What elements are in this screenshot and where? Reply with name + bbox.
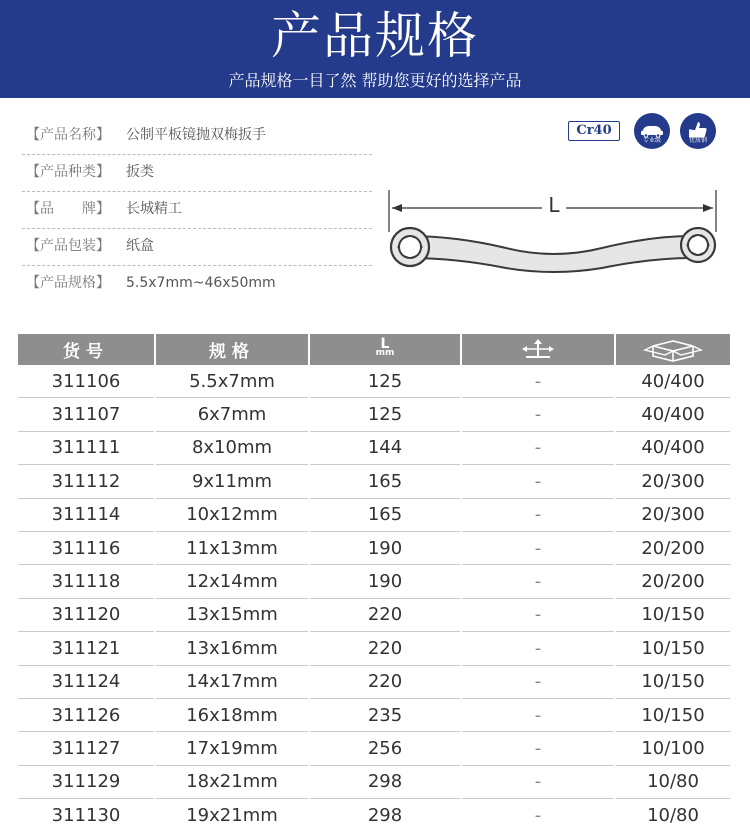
cell-spec: 13x16mm (156, 632, 308, 665)
product-info (22, 118, 372, 303)
table-row (18, 666, 730, 699)
cell-length: 220 (310, 599, 460, 632)
info-value: 纸盒 (126, 238, 154, 254)
cell-item-no: 311111 (18, 432, 154, 465)
cell-torque: - (462, 699, 614, 732)
cell-length: 165 (310, 499, 460, 532)
cell-package: 10/150 (616, 632, 730, 665)
cell-spec: 9x11mm (156, 465, 308, 498)
info-value: 公制平板镜抛双梅扳手 (126, 127, 266, 143)
info-value: 扳类 (126, 164, 154, 180)
info-row-name (22, 118, 372, 155)
cell-length: 235 (310, 699, 460, 732)
col-header-package (616, 334, 730, 365)
cell-item-no: 311116 (18, 532, 154, 565)
cell-spec: 17x19mm (156, 732, 308, 765)
cell-length: 125 (310, 365, 460, 398)
cell-item-no: 311112 (18, 465, 154, 498)
cell-spec: 18x21mm (156, 766, 308, 799)
cell-spec: 14x17mm (156, 666, 308, 699)
info-label: 【产品包装】 (26, 238, 110, 254)
cell-length: 125 (310, 398, 460, 431)
cell-item-no: 311126 (18, 699, 154, 732)
cell-package: 10/100 (616, 732, 730, 765)
cell-item-no: 311106 (18, 365, 154, 398)
cell-spec: 10x12mm (156, 499, 308, 532)
cell-spec: 8x10mm (156, 432, 308, 465)
cell-item-no: 311107 (18, 398, 154, 431)
cell-package: 10/80 (616, 766, 730, 799)
info-value: 长城精工 (126, 201, 182, 217)
cell-torque: - (462, 766, 614, 799)
cell-torque: - (462, 432, 614, 465)
cell-package: 20/300 (616, 499, 730, 532)
cell-package: 20/200 (616, 532, 730, 565)
cell-package: 40/400 (616, 398, 730, 431)
cell-item-no: 311114 (18, 499, 154, 532)
info-row-type (22, 155, 372, 192)
cell-length: 190 (310, 565, 460, 598)
table-row (18, 799, 730, 832)
info-row-brand (22, 192, 372, 229)
table-row (18, 632, 730, 665)
cell-item-no: 311130 (51, 805, 121, 827)
col-header-item-no: 货号 (18, 334, 154, 365)
length-letter: L (380, 335, 390, 352)
cell-torque: - (462, 666, 614, 699)
cell-package: 10/80 (647, 805, 699, 827)
header-banner (0, 0, 750, 98)
page-title: 产品规格 (271, 7, 479, 65)
table-row (18, 532, 730, 565)
cell-spec: 6x7mm (156, 398, 308, 431)
info-label: 【产品种类】 (26, 164, 110, 180)
badge-caption: 优质钢 (688, 137, 707, 144)
cell-torque: - (462, 365, 614, 398)
page-subtitle: 产品规格一目了然 帮助您更好的选择产品 (228, 71, 522, 90)
info-value: 5.5x7mm~46x50mm (126, 275, 276, 291)
cell-item-no: 311120 (18, 599, 154, 632)
info-label: 【品 牌】 (26, 201, 110, 217)
cell-length: 190 (310, 532, 460, 565)
cell-torque: - (462, 499, 614, 532)
info-label: 【产品名称】 (26, 127, 110, 143)
cell-spec: 5.5x7mm (156, 365, 308, 398)
table-row (18, 599, 730, 632)
cell-package: 10/150 (616, 666, 730, 699)
cell-length: 256 (310, 732, 460, 765)
cell-item-no: 311129 (18, 766, 154, 799)
cell-torque: - (462, 465, 614, 498)
torque-icon (518, 337, 558, 363)
table-row (18, 732, 730, 765)
cell-spec: 12x14mm (156, 565, 308, 598)
table-header-row (18, 334, 730, 365)
col-header-torque (462, 334, 614, 365)
cell-length: 144 (310, 432, 460, 465)
cell-torque: - (462, 565, 614, 598)
box-icon (641, 337, 705, 363)
cell-spec: 11x13mm (156, 532, 308, 565)
table-row (18, 432, 730, 465)
info-row-spec (22, 266, 372, 303)
cell-spec: 16x18mm (156, 699, 308, 732)
cell-length: 298 (367, 805, 403, 827)
cell-package: 40/400 (616, 432, 730, 465)
cell-package: 10/150 (616, 699, 730, 732)
table-row (18, 398, 730, 431)
cell-torque: - (462, 632, 614, 665)
cell-torque: - (462, 398, 614, 431)
pro-grade-badge (634, 113, 670, 149)
table-row (18, 699, 730, 732)
col-header-length (310, 334, 460, 365)
cell-torque: - (462, 532, 614, 565)
cell-package: 20/200 (616, 565, 730, 598)
badge-caption: 专业级 (642, 137, 661, 144)
cell-item-no: 311118 (18, 565, 154, 598)
cell-torque: - (462, 732, 614, 765)
info-label: 【产品规格】 (26, 275, 110, 291)
wrench-diagram (386, 176, 724, 280)
cell-length: 220 (310, 666, 460, 699)
table-row (18, 766, 730, 799)
cell-length: 165 (310, 465, 460, 498)
table-row (18, 365, 730, 398)
table-row (18, 499, 730, 532)
cell-package: 40/400 (616, 365, 730, 398)
quality-steel-badge (680, 113, 716, 149)
cell-torque: - (534, 805, 542, 827)
table-row (18, 565, 730, 598)
info-row-package (22, 229, 372, 266)
cell-spec: 13x15mm (156, 599, 308, 632)
cell-package: 10/150 (616, 599, 730, 632)
length-unit: mm (375, 347, 395, 358)
cell-item-no: 311124 (18, 666, 154, 699)
dimension-label: L (548, 193, 560, 217)
cell-torque: - (462, 599, 614, 632)
cr40-badge: Cr40 (568, 121, 620, 141)
spec-table (18, 334, 730, 832)
cell-item-no: 311127 (18, 732, 154, 765)
cell-package: 20/300 (616, 465, 730, 498)
table-row (18, 465, 730, 498)
cell-item-no: 311121 (18, 632, 154, 665)
cell-spec: 19x21mm (186, 805, 278, 827)
cell-length: 298 (310, 766, 460, 799)
cell-length: 220 (310, 632, 460, 665)
col-header-spec: 规格 (156, 334, 308, 365)
